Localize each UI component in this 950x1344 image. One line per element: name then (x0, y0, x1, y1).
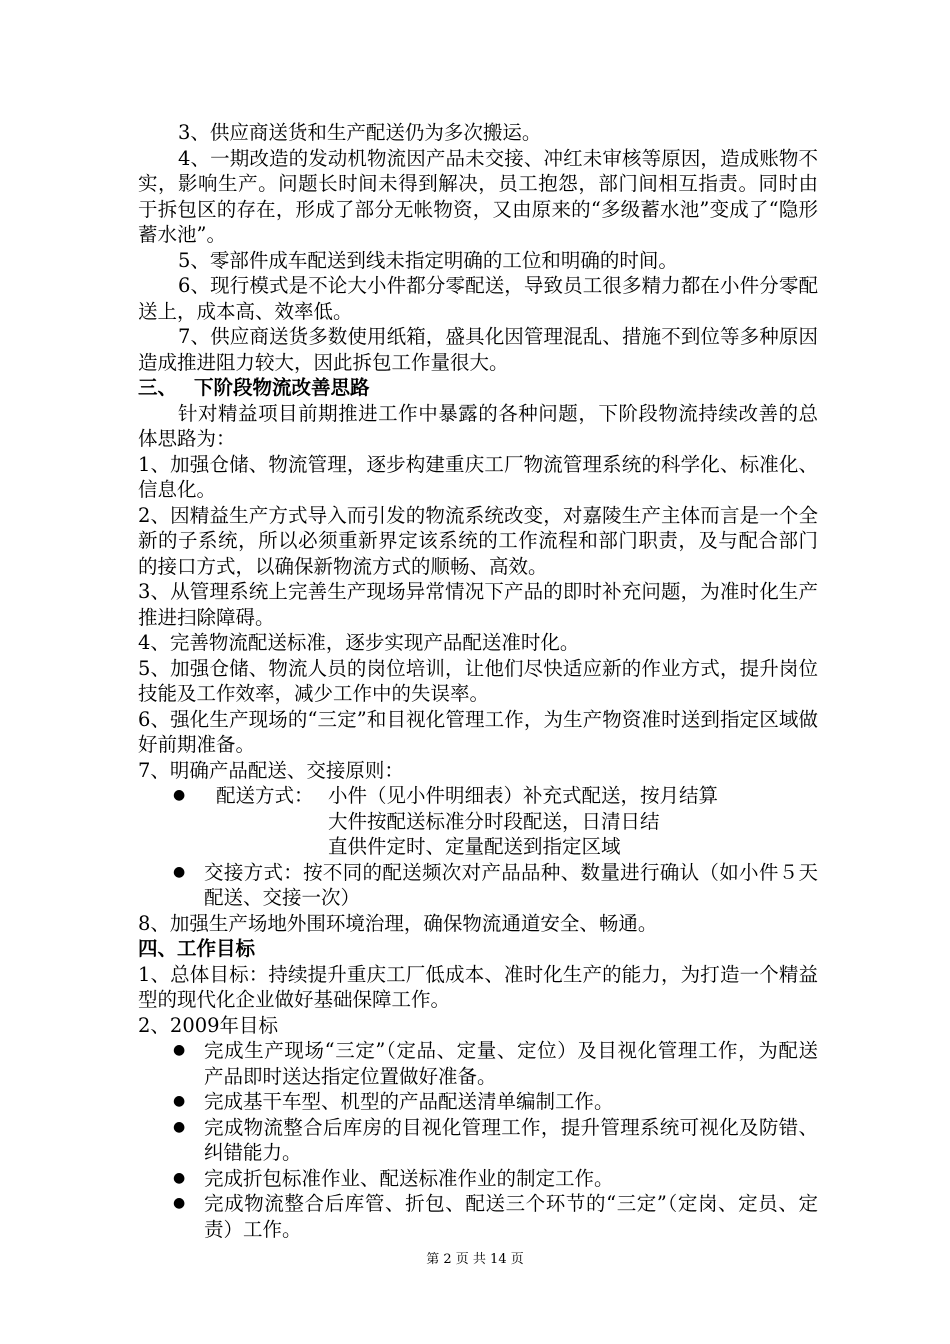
idea-item-3: 3、从管理系统上完善生产现场异常情况下产品的即时补充问题，为准时化生产推进扫除障碍。 (138, 580, 818, 629)
document-page (138, 120, 818, 1242)
goal-2009-heading: 2、2009年目标 (138, 1013, 279, 1037)
issue-item-4: 4、一期改造的发动机物流因产品未交接、冲红未审核等原因，造成账物不实，影响生产。问题长时间未得到解决，员工抱怨，部门间相互指责。同时由于拆包区的存在，形成了部分无帐物资，又由原来的“多级蓄水池”变成了“隐形蓄水池”。 (138, 146, 818, 246)
bullet-icon: ● (173, 1195, 186, 1211)
section-4-number: 四、 (138, 937, 178, 960)
bullet-icon: ● (173, 1093, 186, 1109)
idea-item-2: 2、因精益生产方式导入而引发的物流系统改变，对嘉陵生产主体而言是一个全新的子系统，所以必须重新界定该系统的工作流程和部门职责，及与配合部门的接口方式，以确保新物流方式的顺畅、高效。 (138, 503, 818, 578)
target-text-5: 完成物流整合后库管、折包、配送三个环节的“三定”（定岗、定员、定责）工作。 (204, 1192, 818, 1241)
target-item (138, 1115, 818, 1166)
section-4-title: 工作目标 (177, 937, 256, 960)
issue-item-5: 5、零部件成车配送到线未指定明确的工位和明确的时间。 (178, 248, 678, 272)
issue-item-3: 3、供应商送货和生产配送仍为多次搬运。 (178, 121, 542, 144)
section-3-number: 三、 (138, 376, 178, 399)
target-text-1: 完成生产现场“三定”（定品、定量、定位）及目视化管理工作，为配送产品即时送达指定位置做好准备。 (204, 1039, 818, 1088)
idea-item-7: 7、明确产品配送、交接原则： (138, 758, 404, 782)
idea-item-5: 5、加强仓储、物流人员的岗位培训，让他们尽快适应新的作业方式，提升岗位技能及工作效率，减少工作中的失误率。 (138, 656, 818, 705)
idea-item-1: 1、加强仓储、物流管理，逐步构建重庆工厂物流管理系统的科学化、标准化、信息化。 (138, 452, 818, 501)
target-item (138, 1191, 818, 1242)
delivery-line-3: 直供件定时、定量配送到指定区域 (328, 835, 621, 858)
handover-method-text: 交接方式：按不同的配送频次对产品品种、数量进行确认（如小件５天配送、交接一次） (204, 860, 818, 909)
idea-item-8: 8、加强生产场地外围环境治理，确保物流通道安全、畅通。 (138, 911, 658, 935)
delivery-line-2: 大件按配送标准分时段配送，日清日结 (328, 809, 660, 833)
bullet-icon: ● (173, 787, 186, 803)
goal-overall: 1、总体目标：持续提升重庆工厂低成本、准时化生产的能力，为打造一个精益型的现代化企业做好基础保障工作。 (138, 962, 818, 1011)
handover-method-bullet (138, 860, 818, 911)
idea-item-6: 6、强化生产现场的“三定”和目视化管理工作，为生产物资准时送到指定区域做好前期准备。 (138, 707, 818, 756)
bullet-icon: ● (173, 1118, 186, 1135)
delivery-line-1: 小件（见小件明细表）补充式配送，按月结算 (328, 784, 719, 807)
section-4-heading (138, 936, 818, 962)
bullet-icon: ● (173, 1169, 186, 1186)
issue-item-7: 7、供应商送货多数使用纸箱，盛具化因管理混乱、措施不到位等多种原因造成推进阻力较大，因此拆包工作量很大。 (138, 325, 818, 374)
target-item (138, 1166, 818, 1192)
target-text-3: 完成物流整合后库房的目视化管理工作，提升管理系统可视化及防错、纠错能力。 (204, 1115, 818, 1164)
target-item (138, 1038, 818, 1089)
section-3-heading (138, 375, 818, 401)
target-text-4: 完成折包标准作业、配送标准作业的制定工作。 (204, 1166, 614, 1190)
idea-item-4: 4、完善物流配送标准，逐步实现产品配送准时化。 (138, 631, 580, 654)
target-item (138, 1089, 818, 1115)
section-3-intro: 针对精益项目前期推进工作中暴露的各种问题，下阶段物流持续改善的总体思路为： (138, 401, 818, 450)
target-text-2: 完成基干车型、机型的产品配送清单编制工作。 (204, 1090, 614, 1113)
bullet-icon: ● (173, 1042, 186, 1058)
bullet-icon: ● (173, 863, 186, 880)
page-footer: 第 2 页 共 14 页 (426, 1252, 524, 1267)
issue-item-6: 6、现行模式是不论大小件都分零配送，导致员工很多精力都在小件分零配送上，成本高、效率低。 (138, 274, 818, 323)
delivery-method-bullet (138, 783, 818, 860)
delivery-method-label: 配送方式： (216, 784, 314, 807)
section-3-title: 下阶段物流改善思路 (194, 376, 370, 399)
